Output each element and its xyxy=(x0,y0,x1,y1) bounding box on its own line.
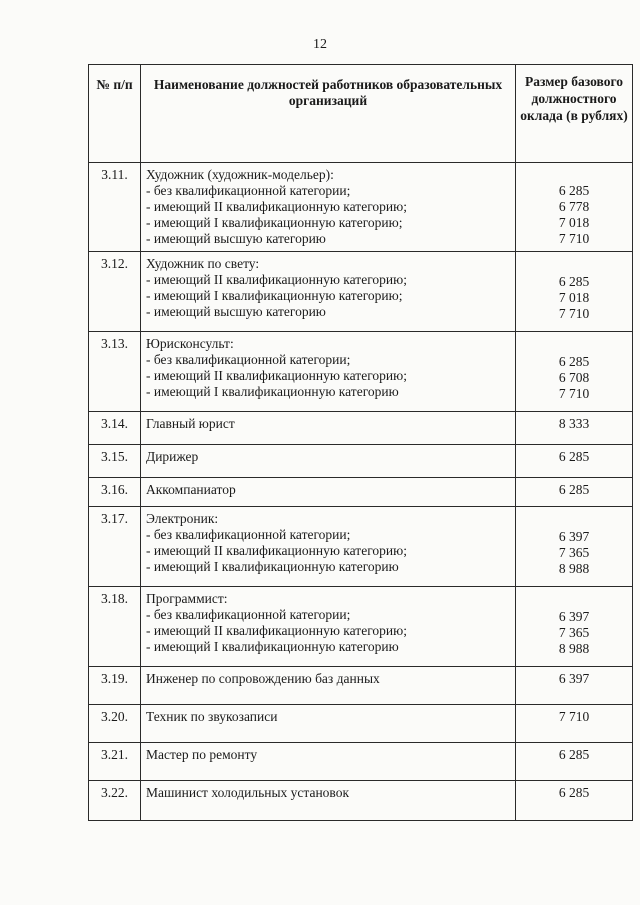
position-category-line: - имеющий высшую категорию xyxy=(146,304,326,319)
table-row xyxy=(89,705,633,743)
position-title: Художник по свету: xyxy=(146,256,260,271)
table-row xyxy=(89,412,633,445)
row-number: 3.16. xyxy=(89,478,141,507)
header-position-name: Наименование должностей работников образовательных организаций xyxy=(141,65,516,163)
table-row xyxy=(89,743,633,781)
salary-value: 6 285 xyxy=(558,449,590,464)
salary-cell xyxy=(516,743,633,781)
salary-value: 6 397 xyxy=(558,529,590,544)
position-title: Дирижер xyxy=(146,449,199,464)
position-title: Электроник: xyxy=(146,511,219,526)
table-body xyxy=(89,163,633,821)
salary-value: 7 710 xyxy=(558,386,590,401)
position-category-line: - имеющий I квалификационную категорию xyxy=(146,559,399,574)
header-number: № п/п xyxy=(89,65,141,163)
position-category-line: - имеющий II квалификационную категорию; xyxy=(146,368,407,383)
position-cell xyxy=(141,252,516,332)
table-row xyxy=(89,667,633,705)
salary-value: 6 285 xyxy=(558,747,590,762)
salary-cell xyxy=(516,705,633,743)
salary-value: 6 708 xyxy=(558,370,590,385)
position-category-line: - имеющий I квалификационную категорию xyxy=(146,639,399,654)
row-number: 3.14. xyxy=(89,412,141,445)
position-category-line: - без квалификационной категории; xyxy=(146,183,351,198)
table-row xyxy=(89,163,633,252)
row-number: 3.18. xyxy=(89,587,141,667)
position-title: Художник (художник-модельер): xyxy=(146,167,334,182)
salary-value: 7 710 xyxy=(558,231,590,246)
salary-cell xyxy=(516,478,633,507)
position-cell xyxy=(141,587,516,667)
position-title: Машинист холодильных установок xyxy=(146,785,350,800)
table-row xyxy=(89,332,633,412)
table-row xyxy=(89,445,633,478)
row-number: 3.11. xyxy=(89,163,141,252)
position-category-line: - без квалификационной категории; xyxy=(146,352,351,367)
position-title: Инженер по сопровождению баз данных xyxy=(146,671,380,686)
position-cell xyxy=(141,705,516,743)
table-header-row xyxy=(89,65,633,163)
position-cell xyxy=(141,445,516,478)
position-title: Мастер по ремонту xyxy=(146,747,258,762)
salary-value: 6 285 xyxy=(558,354,590,369)
salary-table xyxy=(88,64,633,821)
salary-cell xyxy=(516,781,633,821)
position-cell xyxy=(141,781,516,821)
position-category-line: - без квалификационной категории; xyxy=(146,527,351,542)
position-cell xyxy=(141,743,516,781)
header-base-salary: Размер базового должностного оклада (в рублях) xyxy=(516,65,633,163)
position-title: Главный юрист xyxy=(146,416,235,431)
position-cell xyxy=(141,478,516,507)
position-category-line: - имеющий II квалификационную категорию; xyxy=(146,623,407,638)
salary-value: 6 778 xyxy=(558,199,590,214)
salary-value: 8 333 xyxy=(558,416,590,431)
salary-value: 7 710 xyxy=(558,709,590,724)
table-row xyxy=(89,252,633,332)
salary-value: 7 018 xyxy=(558,290,590,305)
row-number: 3.21. xyxy=(89,743,141,781)
position-cell xyxy=(141,332,516,412)
row-number: 3.17. xyxy=(89,507,141,587)
position-category-line: - имеющий II квалификационную категорию; xyxy=(146,199,407,214)
position-cell xyxy=(141,412,516,445)
salary-value: 7 365 xyxy=(558,625,590,640)
salary-cell xyxy=(516,667,633,705)
table-row xyxy=(89,478,633,507)
position-title: Техник по звукозаписи xyxy=(146,709,278,724)
salary-value: 6 397 xyxy=(558,671,590,686)
position-title: Программист: xyxy=(146,591,228,606)
row-number: 3.12. xyxy=(89,252,141,332)
salary-value: 6 285 xyxy=(558,482,590,497)
salary-value: 6 397 xyxy=(558,609,590,624)
position-category-line: - имеющий I квалификационную категорию; xyxy=(146,215,403,230)
row-number: 3.15. xyxy=(89,445,141,478)
table-row xyxy=(89,587,633,667)
position-cell xyxy=(141,507,516,587)
position-cell xyxy=(141,163,516,252)
salary-cell xyxy=(516,445,633,478)
salary-value: 7 018 xyxy=(558,215,590,230)
position-category-line: - имеющий высшую категорию xyxy=(146,231,326,246)
salary-cell xyxy=(516,412,633,445)
page-number: 12 xyxy=(313,37,327,52)
position-title: Аккомпаниатор xyxy=(146,482,236,497)
salary-value: 7 365 xyxy=(558,545,590,560)
position-category-line: - имеющий II квалификационную категорию; xyxy=(146,543,407,558)
row-number: 3.19. xyxy=(89,667,141,705)
position-category-line: - имеющий I квалификационную категорию; xyxy=(146,288,403,303)
position-category-line: - без квалификационной категории; xyxy=(146,607,351,622)
row-number: 3.20. xyxy=(89,705,141,743)
row-number: 3.13. xyxy=(89,332,141,412)
position-cell xyxy=(141,667,516,705)
salary-value: 6 285 xyxy=(558,274,590,289)
position-category-line: - имеющий II квалификационную категорию; xyxy=(146,272,407,287)
salary-cell xyxy=(516,332,633,412)
table-row xyxy=(89,781,633,821)
salary-value: 8 988 xyxy=(558,561,590,576)
salary-value: 7 710 xyxy=(558,306,590,321)
row-number: 3.22. xyxy=(89,781,141,821)
salary-cell xyxy=(516,252,633,332)
salary-cell xyxy=(516,587,633,667)
salary-cell xyxy=(516,507,633,587)
salary-value: 6 285 xyxy=(558,183,590,198)
salary-cell xyxy=(516,163,633,252)
salary-value: 6 285 xyxy=(558,785,590,800)
table-row xyxy=(89,507,633,587)
position-title: Юрисконсульт: xyxy=(146,336,234,351)
salary-value: 8 988 xyxy=(558,641,590,656)
position-category-line: - имеющий I квалификационную категорию xyxy=(146,384,399,399)
